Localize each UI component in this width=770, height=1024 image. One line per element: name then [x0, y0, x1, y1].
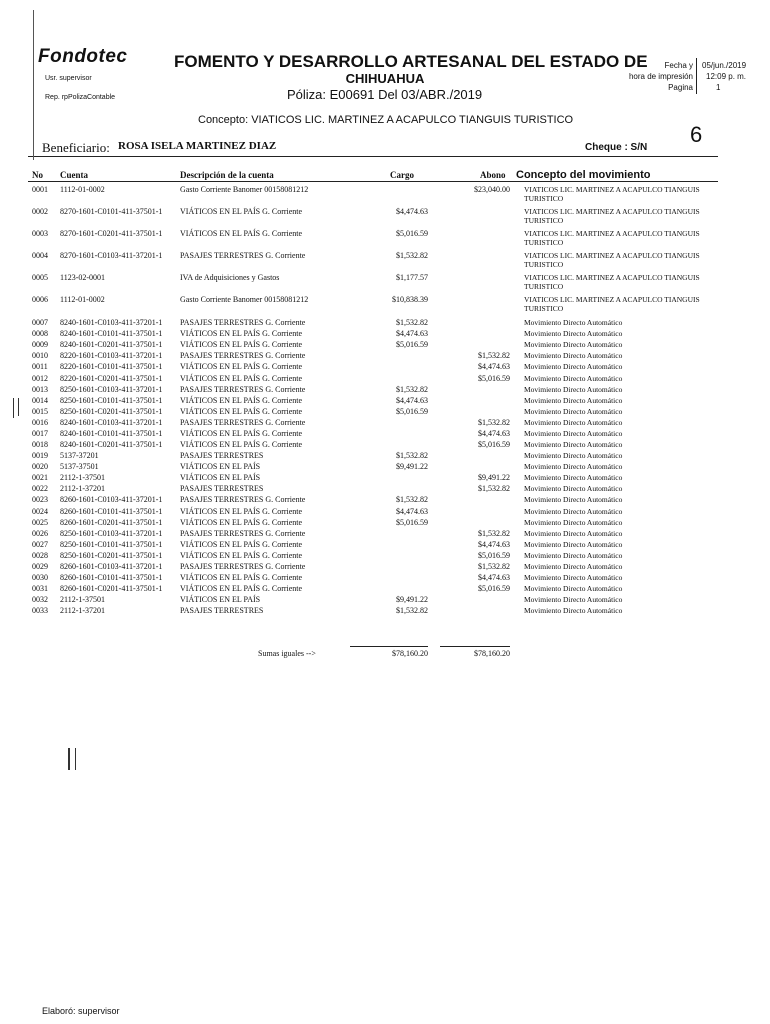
- row-number: 0001: [32, 185, 48, 194]
- row-abono: $5,016.59: [478, 584, 510, 593]
- row-abono: $5,016.59: [478, 440, 510, 449]
- scan-artifact: [13, 398, 14, 418]
- row-number: 0022: [32, 484, 48, 493]
- row-concepto: Movimiento Directo Automático: [524, 329, 623, 338]
- row-descripcion: VIÁTICOS EN EL PAÍS: [180, 473, 261, 482]
- poliza-concepto: Concepto: VIATICOS LIC. MARTINEZ A ACAPULCO TIANGUIS TURISTICO: [198, 114, 574, 126]
- row-number: 0026: [32, 529, 48, 538]
- row-descripcion: VIÁTICOS EN EL PAÍS G. Corriente: [180, 440, 303, 449]
- row-concepto: Movimiento Directo Automático: [524, 374, 623, 383]
- row-descripcion: Gasto Corriente Banomer 00158081212: [180, 295, 309, 304]
- pagina-value: 1: [716, 83, 721, 92]
- company-logo: Fondotec: [38, 46, 128, 67]
- row-descripcion: VIÁTICOS EN EL PAÍS G. Corriente: [180, 329, 303, 338]
- row-concepto: Movimiento Directo Automático: [524, 362, 623, 371]
- row-cargo: $9,491.22: [396, 462, 428, 471]
- cheque-number: Cheque : S/N: [585, 142, 648, 153]
- row-number: 0018: [32, 440, 48, 449]
- row-number: 0029: [32, 562, 48, 571]
- row-abono: $4,474.63: [478, 540, 510, 549]
- row-cuenta: 8220-1601-C0103-411-37201-1: [60, 351, 163, 360]
- row-cargo: $10,838.39: [392, 295, 428, 304]
- row-descripcion: PASAJES TERRESTRES G. Corriente: [180, 529, 306, 538]
- row-number: 0011: [32, 362, 48, 371]
- row-cuenta: 8240-1601-C0101-411-37501-1: [60, 429, 163, 438]
- row-abono: $1,532.82: [478, 562, 510, 571]
- row-descripcion: PASAJES TERRESTRES: [180, 484, 264, 493]
- row-descripcion: PASAJES TERRESTRES G. Corriente: [180, 562, 306, 571]
- row-cuenta: 2112-1-37501: [60, 473, 106, 482]
- row-cargo: $4,474.63: [396, 207, 428, 216]
- row-cargo: $4,474.63: [396, 507, 428, 516]
- cargo-total-line: [350, 646, 428, 647]
- row-cargo: $1,532.82: [396, 451, 428, 460]
- row-cuenta: 8260-1601-C0103-411-37201-1: [60, 495, 163, 504]
- user-line: Usr. supervisor: [45, 75, 92, 82]
- row-concepto: Movimiento Directo Automático: [524, 573, 623, 582]
- row-number: 0007: [32, 318, 48, 327]
- row-cargo: $5,016.59: [396, 340, 428, 349]
- row-cargo: $5,016.59: [396, 229, 428, 238]
- fecha-value: 05/jun./2019: [702, 61, 747, 70]
- row-descripcion: VIÁTICOS EN EL PAÍS G. Corriente: [180, 229, 303, 238]
- separator-top: [28, 156, 718, 157]
- row-number: 0033: [32, 606, 48, 615]
- row-cuenta: 8260-1601-C0201-411-37501-1: [60, 584, 163, 593]
- row-descripcion: VIÁTICOS EN EL PAÍS G. Corriente: [180, 362, 303, 371]
- row-concepto: Movimiento Directo Automático: [524, 318, 623, 327]
- row-abono: $4,474.63: [478, 429, 510, 438]
- row-cuenta: 8260-1601-C0101-411-37501-1: [60, 507, 163, 516]
- row-concepto: VIATICOS LIC. MARTINEZ A ACAPULCO TIANGUIS TURISTICO: [524, 251, 700, 269]
- row-number: 0030: [32, 573, 48, 582]
- row-cuenta: 2112-1-37501: [60, 595, 106, 604]
- row-cuenta: 2112-1-37201: [60, 484, 106, 493]
- row-descripcion: VIÁTICOS EN EL PAÍS: [180, 595, 261, 604]
- row-concepto: VIATICOS LIC. MARTINEZ A ACAPULCO TIANGUIS TURISTICO: [524, 295, 700, 313]
- row-descripcion: VIÁTICOS EN EL PAÍS G. Corriente: [180, 584, 303, 593]
- separator-header: [28, 181, 718, 182]
- fecha-label: Fecha y: [664, 61, 693, 70]
- scan-artifact: [75, 748, 76, 770]
- row-descripcion: PASAJES TERRESTRES G. Corriente: [180, 495, 306, 504]
- row-concepto: VIATICOS LIC. MARTINEZ A ACAPULCO TIANGUIS TURISTICO: [524, 229, 700, 247]
- row-cuenta: 8240-1601-C0103-411-37201-1: [60, 418, 163, 427]
- row-number: 0028: [32, 551, 48, 560]
- row-descripcion: PASAJES TERRESTRES G. Corriente: [180, 418, 306, 427]
- total-abono: $78,160.20: [474, 649, 510, 658]
- row-descripcion: VIÁTICOS EN EL PAÍS G. Corriente: [180, 551, 303, 560]
- row-concepto: Movimiento Directo Automático: [524, 429, 623, 438]
- row-cuenta: 1112-01-0002: [60, 185, 105, 194]
- row-cuenta: 8250-1601-C0201-411-37501-1: [60, 551, 163, 560]
- row-concepto: Movimiento Directo Automático: [524, 473, 623, 482]
- row-abono: $4,474.63: [478, 362, 510, 371]
- scan-artifact: [18, 398, 19, 416]
- row-number: 0015: [32, 407, 48, 416]
- row-concepto: Movimiento Directo Automático: [524, 451, 623, 460]
- row-cuenta: 8270-1601-C0201-411-37501-1: [60, 229, 163, 238]
- hora-value: 12:09 p. m.: [706, 72, 747, 81]
- row-number: 0003: [32, 229, 48, 238]
- row-concepto: Movimiento Directo Automático: [524, 340, 623, 349]
- row-number: 0010: [32, 351, 48, 360]
- row-abono: $1,532.82: [478, 484, 510, 493]
- row-cuenta: 8240-1601-C0103-411-37201-1: [60, 318, 163, 327]
- scan-edge-line: [33, 10, 34, 160]
- row-abono: $1,532.82: [478, 351, 510, 360]
- row-descripcion: VIÁTICOS EN EL PAÍS G. Corriente: [180, 374, 303, 383]
- row-concepto: VIATICOS LIC. MARTINEZ A ACAPULCO TIANGUIS TURISTICO: [524, 185, 700, 203]
- elaborado-por: Elaboró: supervisor: [42, 1006, 120, 1016]
- row-number: 0020: [32, 462, 48, 471]
- row-number: 0019: [32, 451, 48, 460]
- pagina-label: Pagina: [668, 83, 693, 92]
- row-concepto: Movimiento Directo Automático: [524, 595, 623, 604]
- column-header-descripcion: Descripción de la cuenta: [180, 170, 274, 180]
- handwritten-mark: 6: [690, 122, 703, 147]
- row-cuenta: 8240-1601-C0201-411-37501-1: [60, 340, 163, 349]
- row-descripcion: IVA de Adquisiciones y Gastos: [180, 273, 280, 282]
- row-cuenta: 8220-1601-C0101-411-37501-1: [60, 362, 163, 371]
- row-descripcion: VIÁTICOS EN EL PAÍS G. Corriente: [180, 340, 303, 349]
- column-header-concepto: Concepto del movimiento: [516, 169, 651, 181]
- hora-label: hora de impresión: [628, 72, 693, 81]
- header-divider: [696, 58, 697, 94]
- row-descripcion: PASAJES TERRESTRES G. Corriente: [180, 385, 306, 394]
- row-concepto: Movimiento Directo Automático: [524, 440, 623, 449]
- row-descripcion: VIÁTICOS EN EL PAÍS G. Corriente: [180, 207, 303, 216]
- row-descripcion: VIÁTICOS EN EL PAÍS: [180, 462, 261, 471]
- row-concepto: VIATICOS LIC. MARTINEZ A ACAPULCO TIANGUIS TURISTICO: [524, 207, 700, 225]
- row-descripcion: VIÁTICOS EN EL PAÍS G. Corriente: [180, 507, 303, 516]
- row-cargo: $4,474.63: [396, 396, 428, 405]
- row-number: 0008: [32, 329, 48, 338]
- row-cuenta: 1112-01-0002: [60, 295, 105, 304]
- row-cuenta: 8250-1601-C0101-411-37501-1: [60, 396, 163, 405]
- row-abono: $1,532.82: [478, 418, 510, 427]
- beneficiario-label: Beneficiario:: [42, 140, 110, 155]
- scan-artifact: [68, 748, 70, 770]
- row-concepto: Movimiento Directo Automático: [524, 507, 623, 516]
- row-descripcion: VIÁTICOS EN EL PAÍS G. Corriente: [180, 396, 303, 405]
- row-concepto: Movimiento Directo Automático: [524, 462, 623, 471]
- row-abono: $9,491.22: [478, 473, 510, 482]
- abono-total-line: [440, 646, 510, 647]
- total-cargo: $78,160.20: [392, 649, 428, 658]
- row-number: 0016: [32, 418, 48, 427]
- row-cuenta: 5137-37201: [60, 451, 99, 460]
- row-cargo: $1,532.82: [396, 385, 428, 394]
- row-cuenta: 8260-1601-C0103-411-37201-1: [60, 562, 163, 571]
- row-cuenta: 8250-1601-C0103-411-37201-1: [60, 529, 163, 538]
- row-concepto: Movimiento Directo Automático: [524, 385, 623, 394]
- row-cargo: $5,016.59: [396, 407, 428, 416]
- row-concepto: Movimiento Directo Automático: [524, 562, 623, 571]
- row-number: 0002: [32, 207, 48, 216]
- row-descripcion: PASAJES TERRESTRES G. Corriente: [180, 251, 306, 260]
- row-cargo: $4,474.63: [396, 329, 428, 338]
- column-header-no: No: [32, 170, 43, 180]
- row-concepto: Movimiento Directo Automático: [524, 529, 623, 538]
- row-concepto: Movimiento Directo Automático: [524, 484, 623, 493]
- row-cuenta: 8260-1601-C0201-411-37501-1: [60, 518, 163, 527]
- row-descripcion: PASAJES TERRESTRES: [180, 606, 264, 615]
- row-number: 0027: [32, 540, 48, 549]
- column-header-abono: Abono: [480, 170, 506, 180]
- organization-title: FOMENTO Y DESARROLLO ARTESANAL DEL ESTADO DE: [174, 52, 648, 71]
- row-number: 0004: [32, 251, 48, 260]
- row-cuenta: 1123-02-0001: [60, 273, 106, 282]
- row-concepto: Movimiento Directo Automático: [524, 518, 623, 527]
- row-concepto: Movimiento Directo Automático: [524, 584, 623, 593]
- row-concepto: Movimiento Directo Automático: [524, 418, 623, 427]
- poliza-number: Póliza: E00691 Del 03/ABR./2019: [287, 87, 483, 102]
- row-descripcion: VIÁTICOS EN EL PAÍS G. Corriente: [180, 540, 303, 549]
- row-descripcion: PASAJES TERRESTRES: [180, 451, 264, 460]
- row-cuenta: 5137-37501: [60, 462, 99, 471]
- row-cuenta: 8250-1601-C0201-411-37501-1: [60, 407, 163, 416]
- column-header-cargo: Cargo: [390, 170, 414, 180]
- row-number: 0009: [32, 340, 48, 349]
- row-descripcion: VIÁTICOS EN EL PAÍS G. Corriente: [180, 573, 303, 582]
- row-abono: $4,474.63: [478, 573, 510, 582]
- row-number: 0032: [32, 595, 48, 604]
- row-number: 0025: [32, 518, 48, 527]
- row-cargo: $1,532.82: [396, 251, 428, 260]
- row-abono: $1,532.82: [478, 529, 510, 538]
- beneficiario-name: ROSA ISELA MARTINEZ DIAZ: [118, 140, 277, 152]
- row-cuenta: 8250-1601-C0103-411-37201-1: [60, 385, 163, 394]
- row-number: 0024: [32, 507, 48, 516]
- row-cargo: $1,532.82: [396, 318, 428, 327]
- row-descripcion: VIÁTICOS EN EL PAÍS G. Corriente: [180, 407, 303, 416]
- row-number: 0014: [32, 396, 48, 405]
- row-number: 0006: [32, 295, 48, 304]
- row-cuenta: 8260-1601-C0101-411-37501-1: [60, 573, 163, 582]
- row-cuenta: 8270-1601-C0101-411-37501-1: [60, 207, 163, 216]
- row-cuenta: 8240-1601-C0201-411-37501-1: [60, 440, 163, 449]
- row-number: 0023: [32, 495, 48, 504]
- row-cargo: $1,532.82: [396, 606, 428, 615]
- row-concepto: Movimiento Directo Automático: [524, 551, 623, 560]
- row-cargo: $1,177.57: [396, 273, 428, 282]
- row-concepto: Movimiento Directo Automático: [524, 396, 623, 405]
- row-descripcion: PASAJES TERRESTRES G. Corriente: [180, 318, 306, 327]
- row-descripcion: VIÁTICOS EN EL PAÍS G. Corriente: [180, 518, 303, 527]
- organization-title-line2: CHIHUAHUA: [345, 71, 425, 86]
- row-number: 0031: [32, 584, 48, 593]
- row-concepto: Movimiento Directo Automático: [524, 407, 623, 416]
- row-number: 0005: [32, 273, 48, 282]
- row-number: 0013: [32, 385, 48, 394]
- row-number: 0021: [32, 473, 48, 482]
- row-descripcion: PASAJES TERRESTRES G. Corriente: [180, 351, 306, 360]
- row-cargo: $1,532.82: [396, 495, 428, 504]
- row-abono: $5,016.59: [478, 551, 510, 560]
- row-cuenta: 8240-1601-C0101-411-37501-1: [60, 329, 163, 338]
- report-name: Rep. rpPolizaContable: [45, 94, 116, 101]
- column-header-cuenta: Cuenta: [60, 170, 89, 180]
- row-abono: $23,040.00: [474, 185, 510, 194]
- row-cargo: $5,016.59: [396, 518, 428, 527]
- row-concepto: Movimiento Directo Automático: [524, 351, 623, 360]
- row-cuenta: 2112-1-37201: [60, 606, 106, 615]
- row-number: 0012: [32, 374, 48, 383]
- totals-label: Sumas iguales -->: [258, 649, 316, 658]
- row-concepto: Movimiento Directo Automático: [524, 540, 623, 549]
- row-concepto: VIATICOS LIC. MARTINEZ A ACAPULCO TIANGUIS TURISTICO: [524, 273, 700, 291]
- row-descripcion: Gasto Corriente Banomer 00158081212: [180, 185, 309, 194]
- row-cargo: $9,491.22: [396, 595, 428, 604]
- row-concepto: Movimiento Directo Automático: [524, 495, 623, 504]
- row-abono: $5,016.59: [478, 374, 510, 383]
- row-number: 0017: [32, 429, 48, 438]
- row-cuenta: 8250-1601-C0101-411-37501-1: [60, 540, 163, 549]
- row-cuenta: 8270-1601-C0103-411-37201-1: [60, 251, 163, 260]
- row-concepto: Movimiento Directo Automático: [524, 606, 623, 615]
- row-cuenta: 8220-1601-C0201-411-37501-1: [60, 374, 163, 383]
- row-descripcion: VIÁTICOS EN EL PAÍS G. Corriente: [180, 429, 303, 438]
